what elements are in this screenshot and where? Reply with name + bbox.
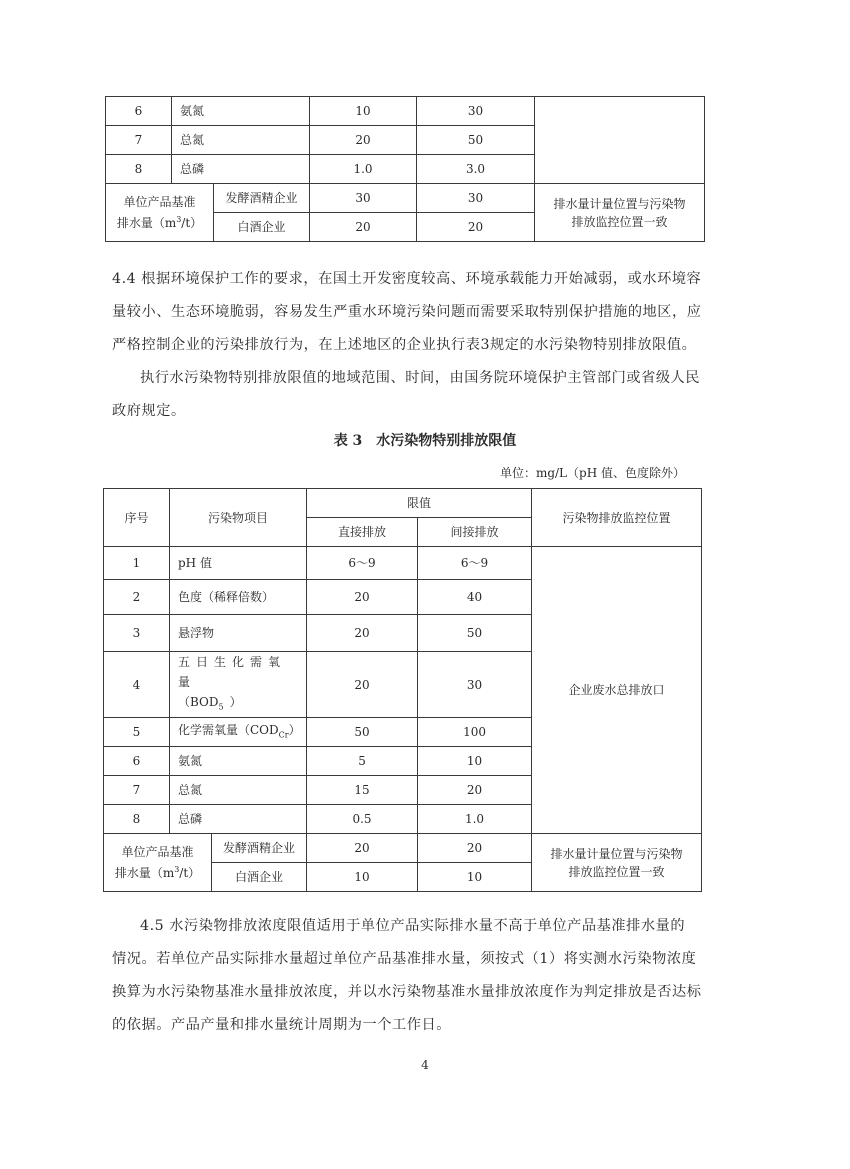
pollutant-item: 总氮	[172, 126, 310, 155]
direct-limit: 0.5	[307, 805, 418, 834]
text-line: 4.5 水污染物排放浓度限值适用于单位产品实际排水量不高于单位产品基准排水量的	[140, 918, 686, 934]
pollutant-item: 总氮	[170, 776, 307, 805]
row-number: 6	[106, 97, 172, 126]
indirect-limit: 20	[417, 213, 535, 242]
row-number: 4	[104, 652, 170, 718]
pollutant-item-text: 化学需氧量（COD	[178, 722, 279, 737]
base-drainage-label	[106, 184, 214, 242]
row-number: 8	[106, 155, 172, 184]
monitor-note	[532, 834, 702, 892]
enterprise-type: 发酵酒精企业	[212, 834, 307, 863]
monitor-note-line2: 排放监控位置一致	[568, 864, 665, 879]
header-item: 污染物项目	[170, 489, 307, 547]
indirect-limit: 10	[418, 863, 532, 892]
row-number: 3	[104, 615, 170, 652]
text-line: 政府规定。	[112, 403, 186, 419]
table-row	[106, 184, 705, 213]
pollutant-item: 色度（稀释倍数）	[170, 580, 307, 615]
monitor-location-cell	[535, 97, 705, 184]
text-line: 换算为水污染物基准水量排放浓度，并以水污染物基准水量排放浓度作为判定排放是否达标	[112, 984, 702, 1000]
base-drainage-label-line1: 单位产品基准	[123, 195, 196, 209]
row-number: 7	[104, 776, 170, 805]
pollutant-item: 总磷	[170, 805, 307, 834]
direct-limit: 20	[310, 126, 417, 155]
enterprise-type: 白酒企业	[212, 863, 307, 892]
direct-limit: 20	[307, 652, 418, 718]
monitor-note-line2: 排放监控位置一致	[571, 214, 668, 229]
monitor-note	[535, 184, 705, 242]
direct-limit: 20	[307, 580, 418, 615]
header-no: 序号	[104, 489, 170, 547]
pollutant-item: 悬浮物	[170, 615, 307, 652]
row-number: 6	[104, 747, 170, 776]
table-header-row	[104, 489, 702, 518]
pollutant-item-line2: （BOD	[178, 695, 219, 709]
indirect-limit: 10	[418, 747, 532, 776]
header-indirect: 间接排放	[418, 518, 532, 547]
subscript: Cr	[278, 730, 289, 740]
text-line: 量较小、生态环境脆弱，容易发生严重水环境污染问题而需要采取特别保护措施的地区，应	[112, 304, 702, 320]
direct-limit: 30	[310, 184, 417, 213]
header-limit: 限值	[307, 489, 532, 518]
direct-limit: 20	[307, 834, 418, 863]
indirect-limit: 30	[417, 97, 535, 126]
row-number: 5	[104, 718, 170, 747]
pollutant-item	[170, 718, 307, 747]
text-line: 执行水污染物特别排放限值的地域范围、时间，由国务院环境保护主管部门或省级人民	[140, 370, 701, 386]
pollutant-item-close: ）	[288, 722, 301, 737]
paragraph-execution-scope	[112, 362, 712, 428]
enterprise-type: 白酒企业	[214, 213, 310, 242]
monitor-note-line1: 排水量计量位置与污染物	[553, 196, 686, 211]
base-drainage-label-line1: 单位产品基准	[121, 845, 194, 860]
table-row	[104, 834, 702, 863]
direct-limit: 1.0	[310, 155, 417, 184]
pollutant-item-close: ）	[229, 695, 242, 709]
direct-limit: 10	[310, 97, 417, 126]
paragraph-4-5	[112, 910, 712, 1042]
indirect-limit: 50	[418, 615, 532, 652]
pollutant-item: pH 值	[170, 547, 307, 580]
direct-limit: 10	[307, 863, 418, 892]
paragraph-4-4	[112, 263, 712, 362]
row-number: 1	[104, 547, 170, 580]
table-row	[106, 97, 705, 126]
table-3	[103, 488, 702, 892]
text-line: 严格控制企业的污染排放行为，在上述地区的企业执行表3规定的水污染物特别排放限值。	[112, 337, 697, 353]
direct-limit: 50	[307, 718, 418, 747]
direct-limit: 5	[307, 747, 418, 776]
monitor-location: 企业废水总排放口	[532, 547, 702, 834]
row-number: 2	[104, 580, 170, 615]
table-3-unit: 单位：mg/L（pH 值、色度除外）	[499, 466, 685, 480]
row-number: 8	[104, 805, 170, 834]
base-drainage-label-unit: /t）	[181, 216, 203, 230]
direct-limit: 15	[307, 776, 418, 805]
indirect-limit: 20	[418, 776, 532, 805]
base-drainage-label-line2: 排水量（m	[114, 866, 175, 881]
text-line: 情况。若单位产品实际排水量超过单位产品基准排水量，须按式（1）将实测水污染物浓度	[112, 951, 697, 967]
pollutant-item-line1: 五日生化需氧量	[178, 655, 287, 689]
table-row	[104, 547, 702, 580]
direct-limit: 6～9	[307, 547, 418, 580]
superscript: 3	[176, 215, 182, 224]
row-number: 7	[106, 126, 172, 155]
indirect-limit: 3.0	[417, 155, 535, 184]
header-direct: 直接排放	[307, 518, 418, 547]
base-drainage-label-line2: 排水量（m	[116, 216, 177, 230]
direct-limit: 20	[310, 213, 417, 242]
text-line: 的依据。产品产量和排水量统计周期为一个工作日。	[112, 1017, 451, 1033]
pollutant-item: 氨氮	[172, 97, 310, 126]
base-drainage-label-unit: /t）	[179, 866, 201, 881]
enterprise-type: 发酵酒精企业	[214, 184, 310, 213]
monitor-note-line1: 排水量计量位置与污染物	[550, 846, 683, 861]
table-2-continuation	[105, 96, 705, 242]
page-number: 4	[421, 1058, 429, 1072]
indirect-limit: 30	[418, 652, 532, 718]
subscript: 5	[218, 702, 230, 712]
indirect-limit: 6～9	[418, 547, 532, 580]
indirect-limit: 20	[418, 834, 532, 863]
indirect-limit: 100	[418, 718, 532, 747]
text-line: 4.4 根据环境保护工作的要求，在国土开发密度较高、环境承载能力开始减弱，或水环境容	[112, 271, 702, 287]
table-3-caption: 表 3 水污染物特别排放限值	[333, 433, 517, 449]
indirect-limit: 30	[417, 184, 535, 213]
indirect-limit: 40	[418, 580, 532, 615]
direct-limit: 20	[307, 615, 418, 652]
pollutant-item	[170, 652, 307, 718]
pollutant-item: 氨氮	[170, 747, 307, 776]
base-drainage-label	[104, 834, 212, 892]
pollutant-item: 总磷	[172, 155, 310, 184]
header-monitor: 污染物排放监控位置	[532, 489, 702, 547]
superscript: 3	[174, 865, 180, 875]
indirect-limit: 1.0	[418, 805, 532, 834]
indirect-limit: 50	[417, 126, 535, 155]
